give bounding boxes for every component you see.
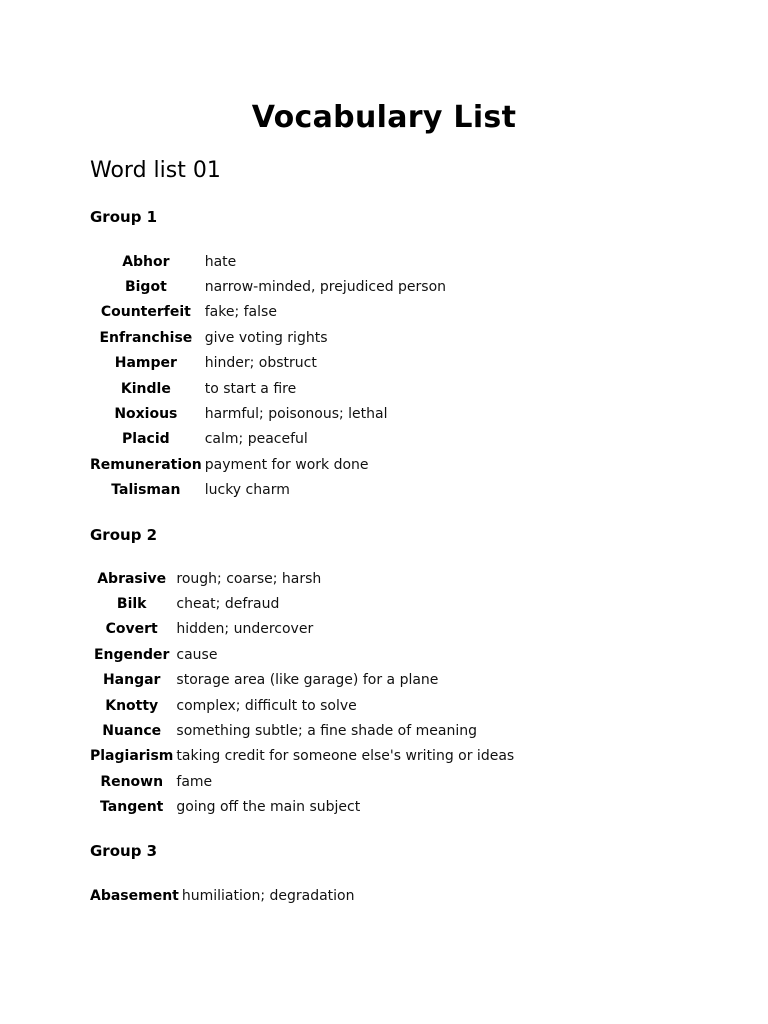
vocab-definition: taking credit for someone else's writing or ideas <box>176 748 515 765</box>
vocab-row <box>90 591 514 616</box>
vocab-word: Noxious <box>114 406 178 423</box>
vocab-definition: calm; peaceful <box>204 431 308 448</box>
vocab-definition: complex; difficult to solve <box>176 697 357 714</box>
vocab-definition: rough; coarse; harsh <box>176 570 322 587</box>
group-2-vocab-table <box>90 566 514 820</box>
vocab-word: Plagiarism <box>90 748 174 765</box>
vocab-definition: hidden; undercover <box>176 621 314 638</box>
vocab-word: Abrasive <box>97 570 167 587</box>
vocab-word: Kindle <box>120 380 171 397</box>
vocab-row <box>90 325 446 350</box>
vocab-definition: payment for work done <box>204 456 369 473</box>
vocab-definition: narrow-minded, prejudiced person <box>204 279 447 296</box>
vocab-definition: fame <box>176 773 213 790</box>
vocab-word: Placid <box>122 431 170 448</box>
vocab-definition: cause <box>176 646 218 663</box>
vocab-row <box>90 427 446 452</box>
vocab-definition: fake; false <box>204 304 277 321</box>
vocab-definition: hate <box>204 253 237 270</box>
vocab-row <box>90 249 446 274</box>
vocab-definition: storage area (like garage) for a plane <box>176 672 439 689</box>
vocab-definition: going off the main subject <box>176 799 361 816</box>
vocab-word: Nuance <box>102 723 162 740</box>
vocab-definition: something subtle; a fine shade of meaning <box>176 723 477 740</box>
vocab-word: Bilk <box>116 596 147 613</box>
vocab-row <box>90 300 446 325</box>
vocab-word: Covert <box>105 621 158 638</box>
vocab-word: Abhor <box>122 253 170 270</box>
vocab-word: Knotty <box>105 697 159 714</box>
vocab-word: Counterfeit <box>100 304 191 321</box>
vocab-row <box>90 617 514 642</box>
vocab-word: Hamper <box>114 355 177 372</box>
vocab-definition: to start a fire <box>204 380 297 397</box>
vocab-row <box>90 769 514 794</box>
vocab-row <box>90 718 514 743</box>
group-1-vocab-table <box>90 249 446 503</box>
vocab-word: Remuneration <box>90 456 202 473</box>
vocab-row <box>90 401 446 426</box>
vocab-row <box>90 376 446 401</box>
word-list-heading: Word list 01 <box>90 158 221 183</box>
vocab-row <box>90 452 446 477</box>
vocab-definition: hinder; obstruct <box>204 355 317 372</box>
vocab-word: Bigot <box>124 279 167 296</box>
group-1-heading: Group 1 <box>90 208 158 226</box>
vocab-definition: give voting rights <box>204 329 328 346</box>
vocab-row <box>90 566 514 591</box>
group-2-heading: Group 2 <box>90 526 158 544</box>
vocab-row <box>90 274 446 299</box>
vocab-word: Tangent <box>100 799 164 816</box>
vocab-word: Enfranchise <box>99 329 193 346</box>
vocab-word: Hangar <box>102 672 161 689</box>
vocab-definition: harmful; poisonous; lethal <box>204 406 388 423</box>
vocab-row <box>90 668 514 693</box>
vocab-word: Engender <box>93 646 170 663</box>
vocab-word: Abasement <box>90 887 179 904</box>
vocab-definition: humiliation; degradation <box>181 887 355 904</box>
vocab-word: Renown <box>100 773 164 790</box>
vocab-definition: lucky charm <box>204 482 290 499</box>
group-3-vocab-table <box>90 883 355 908</box>
vocab-row <box>90 642 514 667</box>
vocab-row <box>90 795 514 820</box>
vocab-definition: cheat; defraud <box>176 596 280 613</box>
vocab-row <box>90 693 514 718</box>
vocab-row <box>90 744 514 769</box>
vocab-row <box>90 883 355 908</box>
vocab-row <box>90 478 446 503</box>
group-3-heading: Group 3 <box>90 842 158 860</box>
vocab-row <box>90 351 446 376</box>
page-title: Vocabulary List <box>251 100 517 135</box>
vocab-word: Talisman <box>111 482 181 499</box>
